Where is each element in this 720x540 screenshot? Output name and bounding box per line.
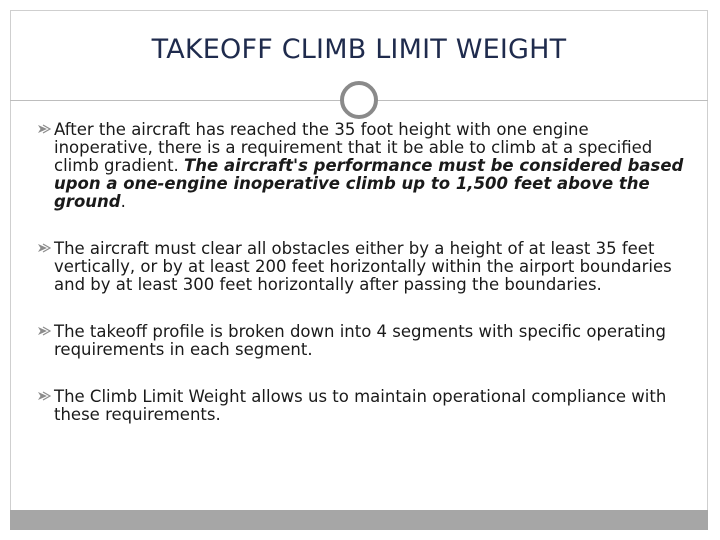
bullet-item (34, 323, 692, 359)
bullet-list (34, 121, 692, 424)
bullet-text: The aircraft must clear all obstacles either by a height of at least 35 feet vertically, or by at least 200 feet horizontally within the airport boundaries and by at least 300 feet horizontally after passing the boundaries. (54, 239, 672, 294)
bullet-arrow-icon (36, 241, 51, 255)
bullet-text: The Climb Limit Weight allows us to maintain operational compliance with these requirements. (54, 387, 667, 424)
footer-bar (10, 510, 708, 530)
bullet-item (34, 388, 692, 424)
bullet-arrow-icon (36, 122, 51, 136)
slide-title: TAKEOFF CLIMB LIMIT WEIGHT (151, 34, 567, 65)
bullet-text: The takeoff profile is broken down into 4 segments with specific operating requirements in each segment. (54, 322, 666, 359)
bullet-item (34, 121, 692, 211)
bullet-text-emphasis: The aircraft's performance must be considered based upon a one-engine inoperative climb up to 1,500 feet above the ground (54, 156, 684, 211)
bullet-arrow-icon (36, 324, 51, 338)
bullet-item (34, 240, 692, 294)
divider-ring-icon (340, 81, 378, 119)
bullet-arrow-icon (36, 389, 51, 403)
bullet-text: After the aircraft has reached the 35 foot height with one engine inoperative, there is a requirement that it be able to climb at a specified climb gradient. (54, 120, 653, 175)
bullet-text-tail: . (120, 192, 126, 211)
